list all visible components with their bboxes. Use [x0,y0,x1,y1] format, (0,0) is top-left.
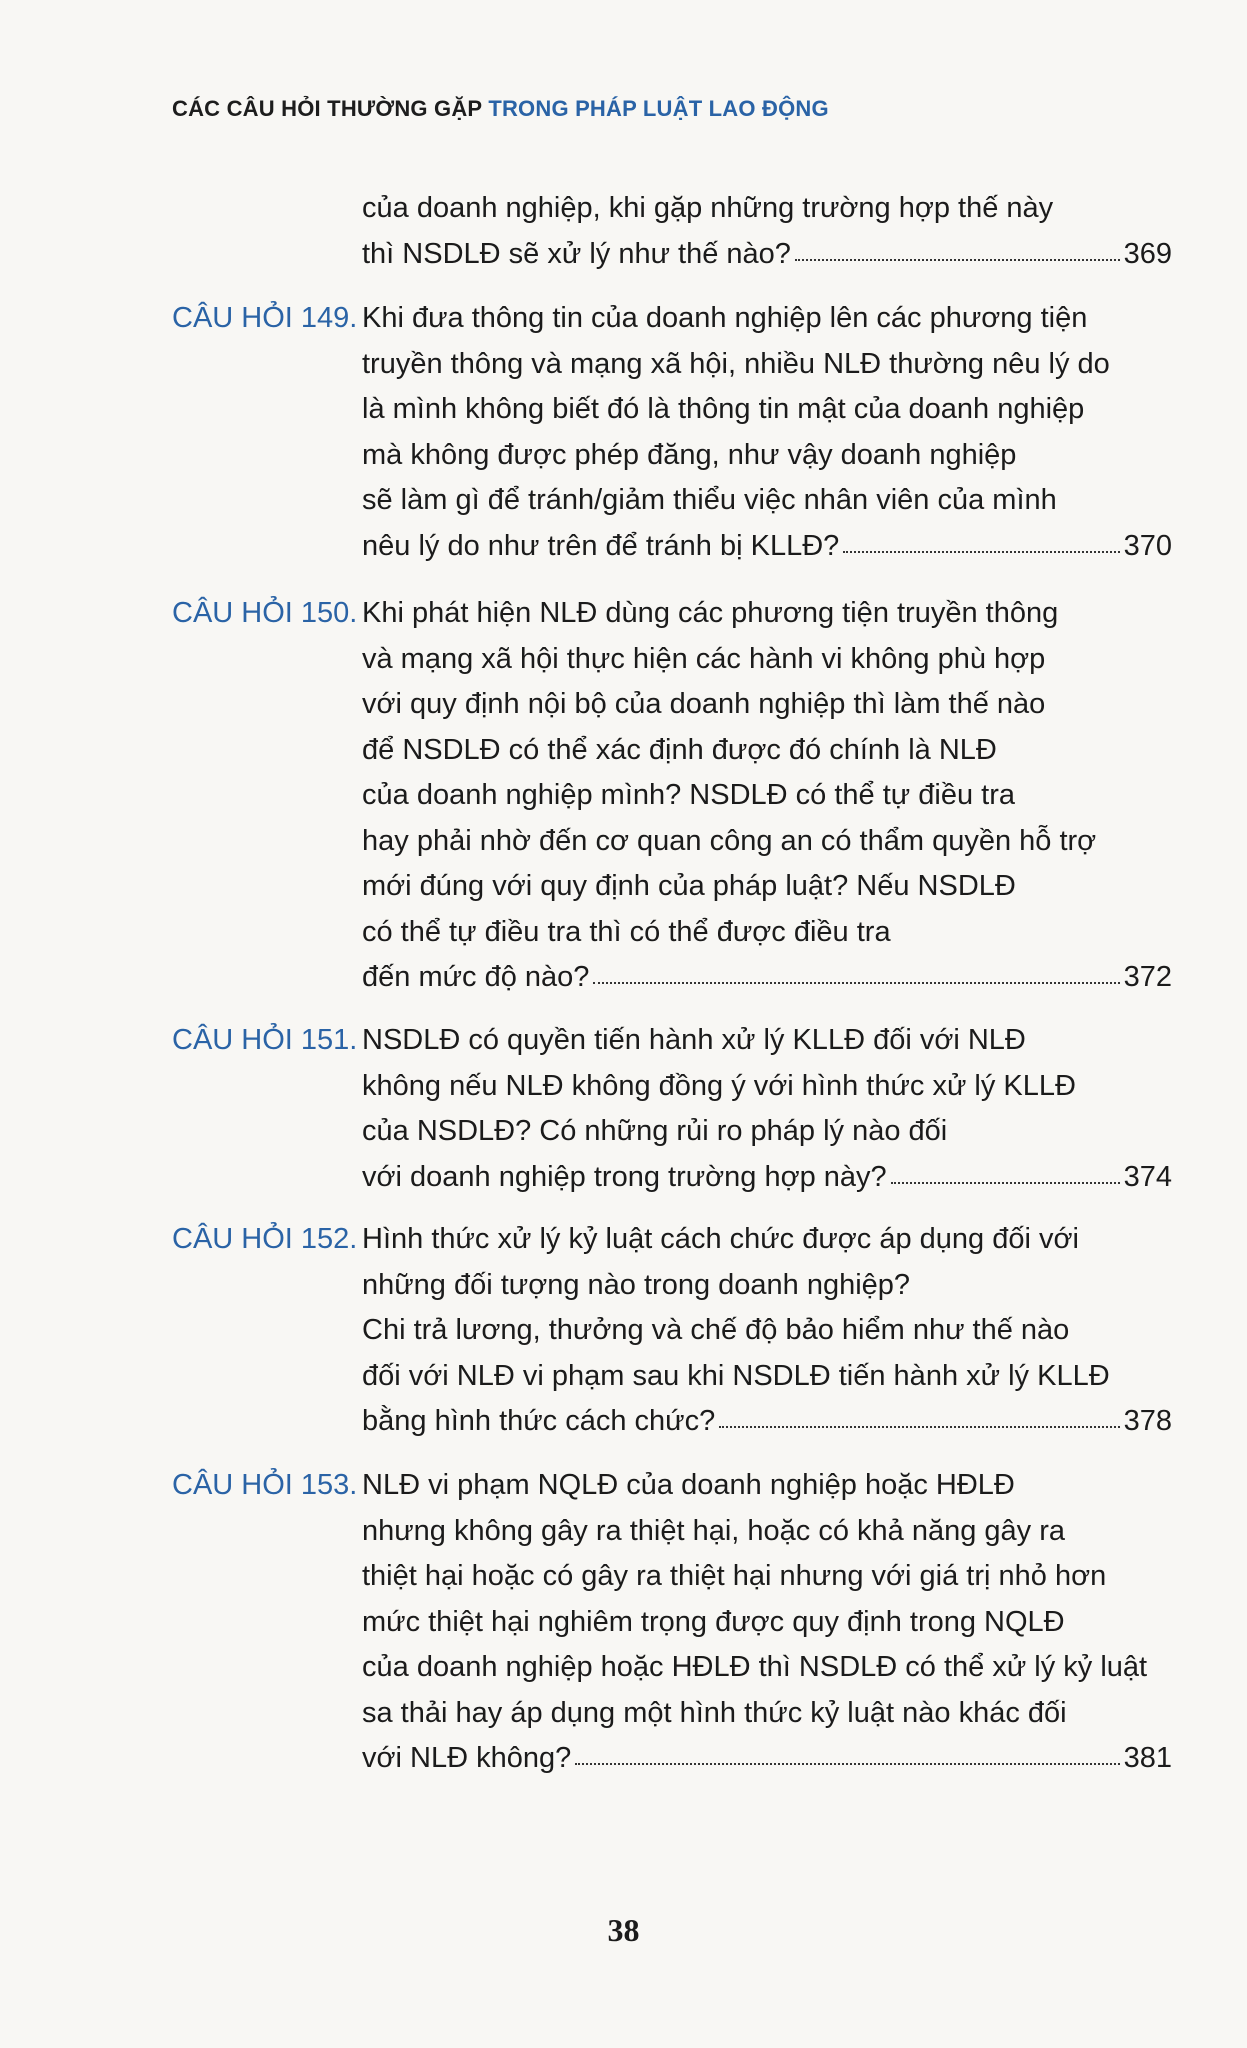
entry-line: có thể tự điều tra thì có thể được điều tra [362,915,891,948]
entry-line-text: với doanh nghiệp trong trường hợp này? [362,1160,887,1193]
entry-line-last [362,524,1172,570]
entry-text [362,591,1172,1001]
running-header [172,96,829,122]
entry-page-number: 381 [1123,1742,1172,1774]
question-label: CÂU HỎI 152. [172,1223,358,1255]
entry-line: những đối tượng nào trong doanh nghiệp? [362,1268,911,1301]
entry-line: thiệt hại hoặc có gây ra thiệt hại nhưng với giá trị nhỏ hơn [362,1560,1107,1592]
entry-line-last [362,232,1172,278]
dot-leader [795,239,1120,261]
header-title-part1: CÁC CÂU HỎI THƯỜNG GẶP [172,96,483,121]
entry-line: của doanh nghiệp hoặc HĐLĐ thì NSDLĐ có thể xử lý kỷ luật [362,1651,1148,1683]
entry-line: đối với NLĐ vi phạm sau khi NSDLĐ tiến hành xử lý KLLĐ [362,1359,1110,1392]
entry-line: hay phải nhờ đến cơ quan công an có thẩm quyền hỗ trợ [362,824,1097,857]
entry-line: không nếu NLĐ không đồng ý với hình thức xử lý KLLĐ [362,1069,1076,1102]
entry-line-last [362,1155,1172,1201]
entry-page-number: 378 [1123,1405,1172,1437]
entry-line: sa thải hay áp dụng một hình thức kỷ luật nào khác đối [362,1696,1067,1729]
entry-page-number: 374 [1123,1160,1172,1193]
entry-text [362,186,1172,277]
entry-page-number: 369 [1123,237,1172,270]
entry-line: Hình thức xử lý kỷ luật cách chức được áp dụng đối với [362,1223,1079,1255]
entry-line: là mình không biết đó là thông tin mật của doanh nghiệp [362,393,1085,425]
entry-line: Khi đưa thông tin của doanh nghiệp lên các phương tiện [362,302,1088,334]
question-label: CÂU HỎI 153. [172,1469,358,1501]
page-number: 38 [607,1912,640,1948]
entry-line: mức thiệt hại nghiêm trọng được quy định trong NQLĐ [362,1605,1065,1638]
entry-line-last [362,1736,1172,1782]
dot-leader [891,1162,1120,1184]
dot-leader [719,1406,1119,1428]
entry-line: và mạng xã hội thực hiện các hành vi không phù hợp [362,642,1046,675]
entry-line: Khi phát hiện NLĐ dùng các phương tiện truyền thông [362,597,1059,629]
entry-line: NSDLĐ có quyền tiến hành xử lý KLLĐ đối với NLĐ [362,1024,1026,1056]
dot-leader [593,962,1119,984]
entry-text [362,1018,1172,1200]
entry-line: với quy định nội bộ của doanh nghiệp thì làm thế nào [362,688,1046,720]
question-label: CÂU HỎI 151. [172,1024,358,1056]
entry-line: của doanh nghiệp, khi gặp những trường hợp thế này [362,192,1054,224]
header-title-part2: TRONG PHÁP LUẬT LAO ĐỘNG [488,96,829,121]
entry-page-number: 370 [1123,529,1172,562]
entry-line: nhưng không gây ra thiệt hại, hoặc có khả năng gây ra [362,1514,1066,1547]
entry-line: NLĐ vi phạm NQLĐ của doanh nghiệp hoặc HĐLĐ [362,1469,1015,1501]
dot-leader [843,531,1119,553]
entry-line: mà không được phép đăng, như vậy doanh nghiệp [362,438,1017,471]
entry-line: của NSDLĐ? Có những rủi ro pháp lý nào đối [362,1115,948,1147]
dot-leader [575,1743,1119,1765]
entry-line: để NSDLĐ có thể xác định được đó chính là NLĐ [362,733,997,766]
entry-line: của doanh nghiệp mình? NSDLĐ có thể tự điều tra [362,779,1015,811]
entry-line-text: đến mức độ nào? [362,961,590,993]
entry-text [362,1463,1172,1782]
entry-line: Chi trả lương, thưởng và chế độ bảo hiểm như thế nào [362,1314,1070,1346]
entry-line-text: nêu lý do như trên để tránh bị KLLĐ? [362,529,840,562]
question-label: CÂU HỎI 149. [172,302,358,334]
entry-line: sẽ làm gì để tránh/giảm thiểu việc nhân viên của mình [362,484,1057,516]
entry-line: truyền thông và mạng xã hội, nhiều NLĐ thường nêu lý do [362,347,1110,380]
entry-line-text: với NLĐ không? [362,1742,572,1774]
entry-text [362,1217,1172,1445]
entry-line-text: thì NSDLĐ sẽ xử lý như thế nào? [362,237,791,270]
entry-line-text: bằng hình thức cách chức? [362,1405,716,1437]
entry-page-number: 372 [1123,961,1172,993]
entry-line-last [362,1399,1172,1445]
question-label: CÂU HỎI 150. [172,597,358,629]
entry-text [362,296,1172,569]
entry-line-last [362,955,1172,1001]
entry-line: mới đúng với quy định của pháp luật? Nếu NSDLĐ [362,870,1016,902]
